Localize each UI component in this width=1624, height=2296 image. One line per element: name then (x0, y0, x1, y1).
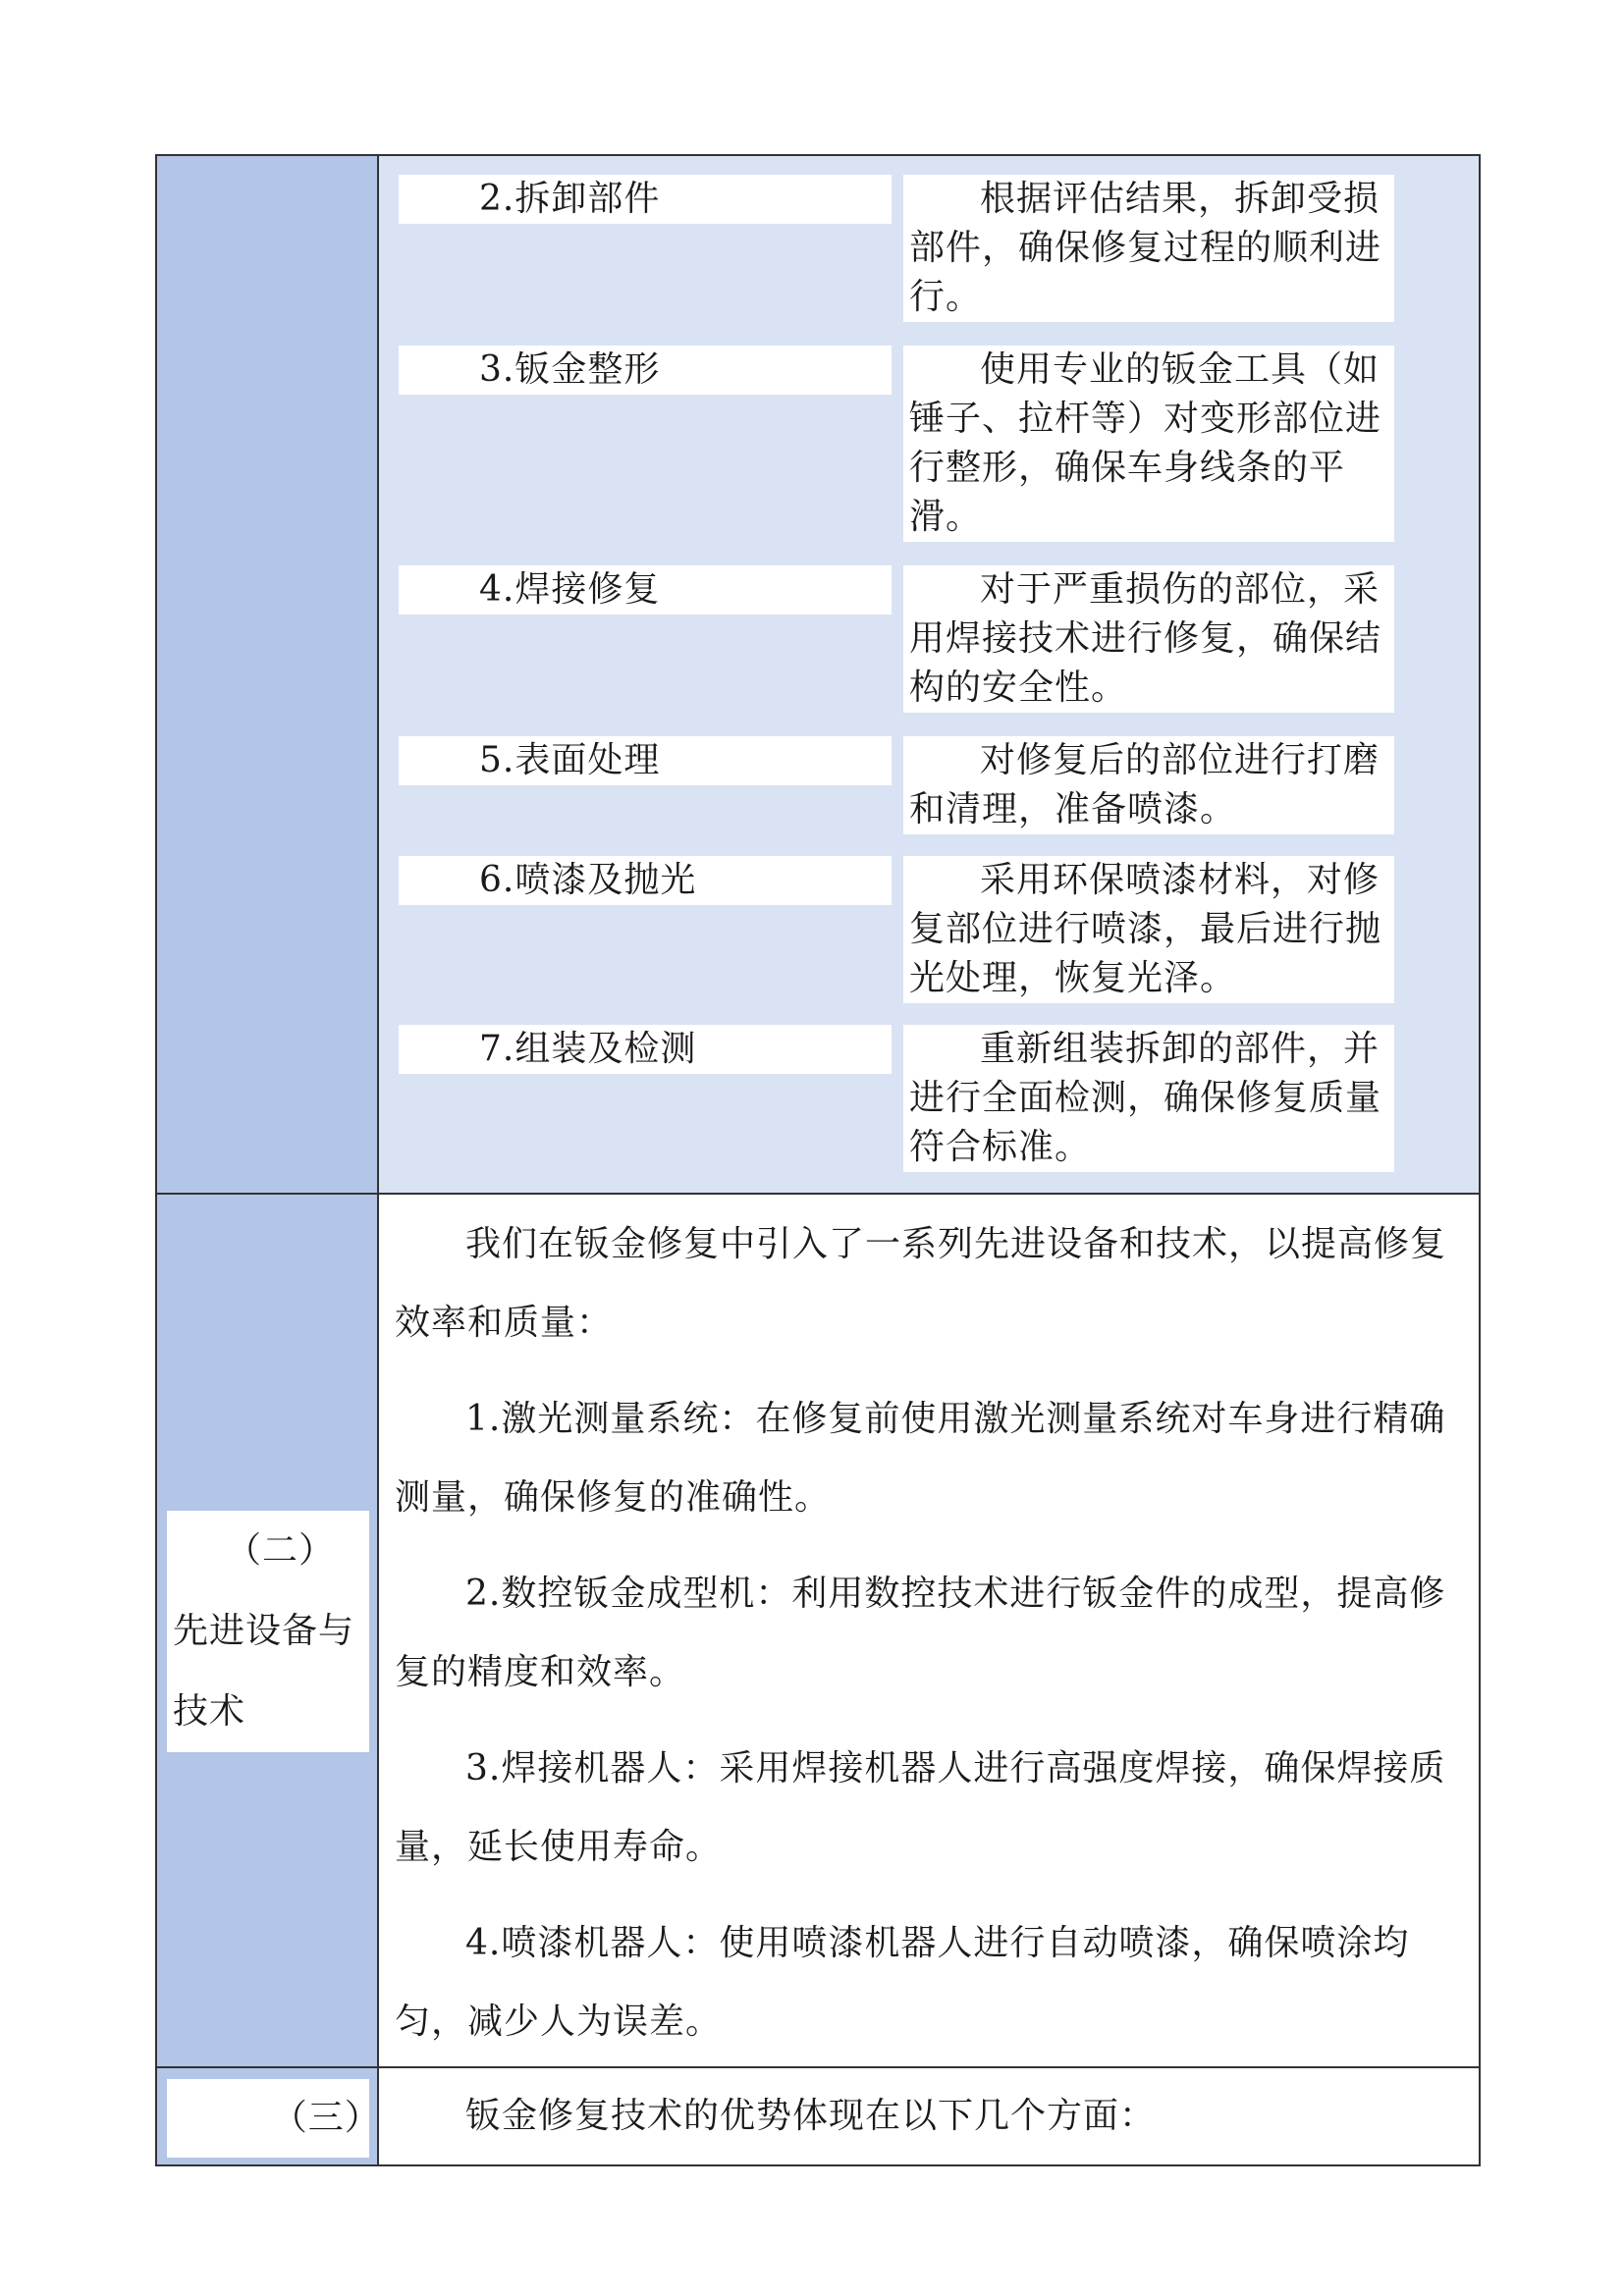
paragraph: 1.激光测量系统：在修复前使用激光测量系统对车身进行精确测量，确保修复的准确性。 (387, 1380, 1473, 1537)
row-divider-1 (155, 1193, 1481, 1195)
step-name: 4.焊接修复 (399, 565, 892, 614)
column-divider (377, 154, 379, 2166)
paragraph: 2.数控钣金成型机：利用数控技术进行钣金件的成型，提高修复的精度和效率。 (387, 1555, 1473, 1712)
section-label-2: （二）先进设备与技术 (167, 1511, 369, 1752)
step-desc: 使用专业的钣金工具（如锤子、拉杆等）对变形部位进行整形，确保车身线条的平滑。 (903, 346, 1394, 542)
step-desc: 根据评估结果，拆卸受损部件，确保修复过程的顺利进行。 (903, 175, 1394, 322)
step-name: 3.钣金整形 (399, 346, 892, 395)
paragraph: 我们在钣金修复中引入了一系列先进设备和技术，以提高修复效率和质量： (387, 1205, 1473, 1362)
section-label-3: （三） (167, 2079, 369, 2158)
step-name: 2.拆卸部件 (399, 175, 892, 224)
step-desc: 对于严重损伤的部位，采用焊接技术进行修复，确保结构的安全性。 (903, 565, 1394, 713)
paragraph: 3.焊接机器人：采用焊接机器人进行高强度焊接，确保焊接质量，延长使用寿命。 (387, 1730, 1473, 1887)
step-desc: 采用环保喷漆材料，对修复部位进行喷漆，最后进行抛光处理，恢复光泽。 (903, 856, 1394, 1003)
step-name: 5.表面处理 (399, 736, 892, 785)
step-name: 6.喷漆及抛光 (399, 856, 892, 905)
step-name: 7.组装及检测 (399, 1025, 892, 1074)
row-divider-2 (155, 2066, 1481, 2068)
step-desc: 重新组装拆卸的部件，并进行全面检测，确保修复质量符合标准。 (903, 1025, 1394, 1172)
paragraph: 钣金修复技术的优势体现在以下几个方面： (387, 2077, 1473, 2158)
paragraph: 4.喷漆机器人：使用喷漆机器人进行自动喷漆，确保喷涂均匀，减少人为误差。 (387, 1904, 1473, 2061)
step-desc: 对修复后的部位进行打磨和清理，准备喷漆。 (903, 736, 1394, 834)
